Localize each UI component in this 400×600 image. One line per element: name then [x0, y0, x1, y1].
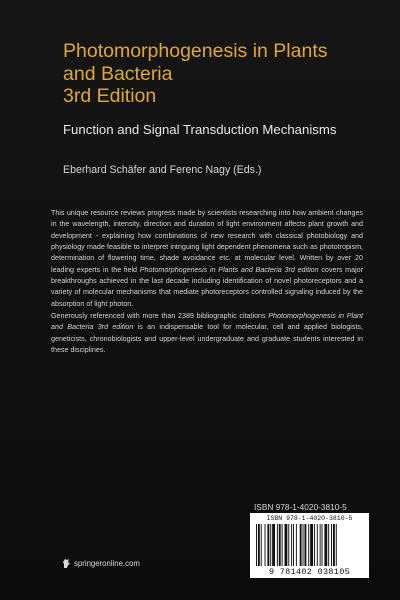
barcode-bar [328, 524, 329, 566]
barcode-bar [277, 524, 278, 566]
editors: Eberhard Schäfer and Ferenc Nagy (Eds.) [63, 164, 262, 176]
title-line-1: Photomorphogenesis in Plants [63, 40, 328, 62]
barcode-bar [258, 524, 260, 566]
title-line-2: and Bacteria [63, 62, 173, 85]
barcode-bar [317, 524, 318, 566]
barcode-bar [304, 524, 306, 566]
barcode-bar [324, 524, 327, 566]
description-text: is an indispensable tool for molecular, cell and applied biologists, geneticists, chronobiologists and upper-level undergraduate and graduate students interested in these disciplines. [51, 323, 363, 355]
edition: 3rd Edition [63, 85, 157, 107]
description-paragraph-1 [51, 208, 363, 310]
barcode-bar [267, 524, 269, 566]
book-subtitle: Function and Signal Transduction Mechanisms [63, 122, 337, 137]
description-text: covers major breakthroughs achieved in the last decade including identification of novel photoreceptors and a variety of molecular mechanisms that mediate photoreceptors controlled signaling induced by the absorption of light photon. [51, 265, 363, 308]
barcode-bar [310, 524, 313, 566]
barcode-bar [333, 524, 335, 566]
book-title [63, 40, 383, 108]
barcode-bar [256, 524, 257, 566]
barcode-bar [265, 524, 266, 566]
barcode-bar [291, 524, 292, 566]
barcode-bar [314, 524, 315, 566]
description [51, 208, 363, 357]
barcode-bar [322, 524, 323, 566]
springer-knight-icon [62, 558, 71, 569]
barcode-digits: 9 781402 038105 [268, 567, 350, 577]
barcode [250, 513, 369, 578]
barcode-bar [279, 524, 281, 566]
description-paragraph-2 [51, 311, 363, 356]
description-text: Generously referenced with more than 2389 bibliographic citations [51, 312, 269, 321]
publisher-url[interactable]: springeronline.com [74, 559, 140, 568]
description-text: This unique resource reviews progress made by scientists researching into how ambient changes in the wavelength, intensity, direction and duration of light environment affects plant growth and development - explaining how combinations of new research with classical photobiology and physiology made feasible to interpret intriguing light dependent phenomena such as phototropism, determination of flowering time, shade avoidance etc. at molecular level. Written by over 20 leading experts in the field [51, 209, 363, 274]
barcode-bar [288, 524, 289, 566]
barcode-bar [261, 524, 262, 566]
barcode-bar [308, 524, 309, 566]
barcode-bar [320, 524, 321, 566]
barcode-bars [256, 524, 363, 566]
barcode-bar [303, 524, 304, 566]
barcode-bar [293, 524, 294, 566]
isbn-label: ISBN 978-1-4020-3810-5 [254, 502, 347, 512]
barcode-bar [272, 524, 275, 566]
description-book-title: Photomorphogenesis in Plants and Bacteria 3rd edition [139, 265, 319, 274]
description-book-title: Photomorphogenesis in Plant and Bacteria 3rd edition [51, 312, 363, 332]
barcode-isbn-text: ISBN 978-1-4020-3810-5 [266, 515, 353, 522]
barcode-bar [270, 524, 271, 566]
barcode-bar [282, 524, 283, 566]
barcode-bar [336, 524, 337, 566]
barcode-bar [300, 524, 302, 566]
barcode-bar [296, 524, 297, 566]
barcode-bar [285, 524, 288, 566]
publisher [62, 558, 140, 569]
barcode-bar [331, 524, 332, 566]
